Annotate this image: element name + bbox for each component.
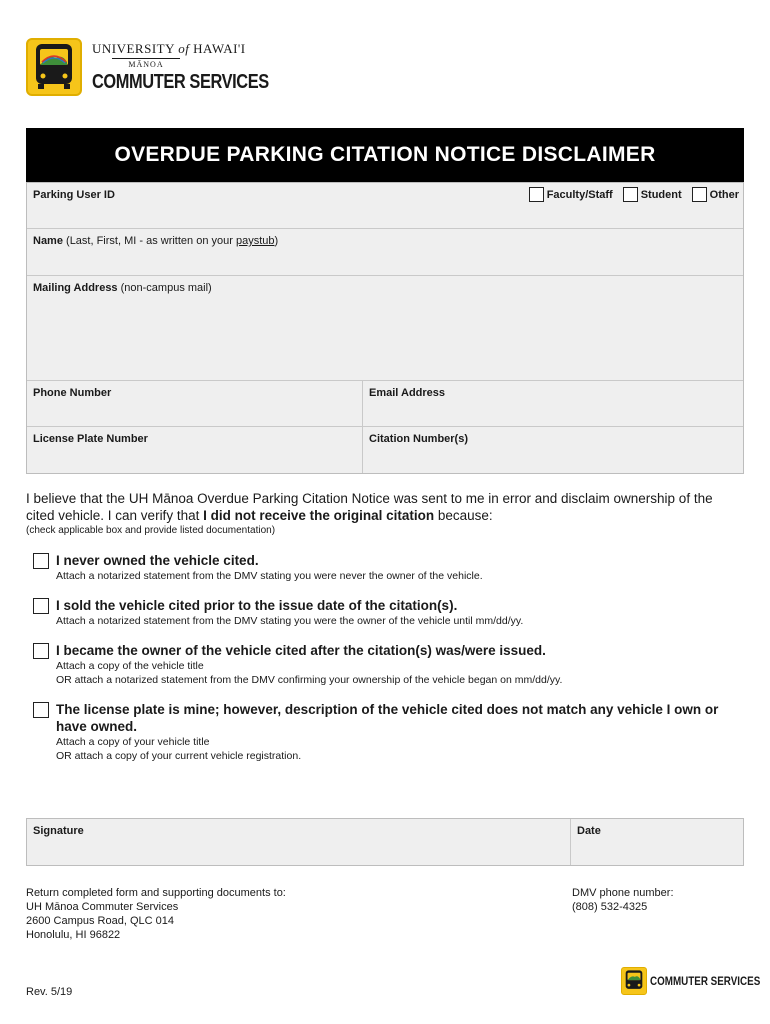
other-option[interactable]: Other [692, 187, 739, 202]
student-option[interactable]: Student [623, 187, 682, 202]
university-name: UNIVERSITY of HAWAI'I [92, 40, 246, 56]
return-address: Return completed form and supporting documents to: UH Mānoa Commuter Services 2600 Campus Road, QLC 014 Honolulu, HI 96822 [26, 887, 286, 941]
name-label: Name [33, 235, 63, 247]
bus-logo-icon [26, 38, 82, 96]
mailing-address-field[interactable]: Mailing Address (non-campus mail) [33, 282, 212, 294]
email-address-field[interactable]: Email Address [362, 381, 743, 426]
phone-number-field[interactable]: Phone Number [33, 387, 112, 399]
name-row [27, 229, 743, 276]
reason-checkbox[interactable] [33, 643, 49, 659]
reason-never-owned: I never owned the vehicle cited. Attach a notarized statement from the DMV stating you were never the owner of the vehicle. [33, 552, 743, 583]
name-field[interactable]: Name (Last, First, MI - as written on your paystub) [33, 235, 279, 247]
parking-user-id-field[interactable] [27, 183, 743, 228]
reason-checkbox[interactable] [33, 553, 49, 569]
parking-user-id-label: Parking User ID [33, 189, 115, 201]
reason-checkbox[interactable] [33, 598, 49, 614]
instruction-note: (check applicable box and provide listed documentation) [26, 525, 276, 536]
citation-numbers-field[interactable]: Citation Number(s) [362, 427, 743, 473]
date-field[interactable]: Date [570, 819, 743, 865]
signature-field[interactable]: Signature [33, 825, 84, 837]
user-type-checkboxes [519, 187, 739, 202]
disclaimer-statement: I believe that the UH Mānoa Overdue Parking Citation Notice was sent to me in error and disclaim ownership of the cited vehicle. I can verify that I did not receive the original citation because: (check applicable box and provide listed documentation) [26, 490, 744, 537]
reason-became-owner: I became the owner of the vehicle cited after the citation(s) was/were issued. Attach a copy of the vehicle title OR attach a notarized statement from the DMV confirming your ownership of the vehicle began on mm/dd/yy. [33, 642, 743, 687]
reason-checkbox[interactable] [33, 702, 49, 718]
parking-id-row [27, 183, 743, 229]
bus-logo-icon [621, 967, 647, 995]
department-name: COMMUTER SERVICES [92, 70, 269, 93]
mailing-address-label: Mailing Address [33, 282, 118, 294]
faculty-staff-option[interactable]: Faculty/Staff [529, 187, 613, 202]
footer-logo [621, 967, 770, 995]
campus-name: MĀNOA [112, 58, 180, 69]
mailing-address-row [27, 276, 743, 381]
reason-sold-vehicle: I sold the vehicle cited prior to the issue date of the citation(s). Attach a notarized statement from the DMV stating you were the owner of the vehicle until mm/dd/yy. [33, 597, 743, 628]
faculty-staff-checkbox[interactable] [529, 187, 544, 202]
vehicle-row [27, 427, 743, 473]
form-title-bar [26, 128, 744, 182]
reason-plate-mismatch: The license plate is mine; however, description of the vehicle cited does not match any vehicle I own or have owned. Attach a copy of your vehicle title OR attach a copy of your current vehicle registration. [33, 701, 743, 763]
student-checkbox[interactable] [623, 187, 638, 202]
form-title: OVERDUE PARKING CITATION NOTICE DISCLAIMER [114, 143, 656, 166]
footer-logo-text: COMMUTER SERVICES [650, 974, 761, 988]
dmv-contact: DMV phone number: (808) 532-4325 [572, 887, 674, 913]
user-info-form [26, 182, 744, 474]
signature-row [26, 818, 744, 866]
license-plate-field[interactable]: License Plate Number [33, 433, 148, 445]
header-logo [26, 38, 308, 96]
other-checkbox[interactable] [692, 187, 707, 202]
revision-label: Rev. 5/19 [26, 986, 73, 998]
contact-row [27, 381, 743, 427]
